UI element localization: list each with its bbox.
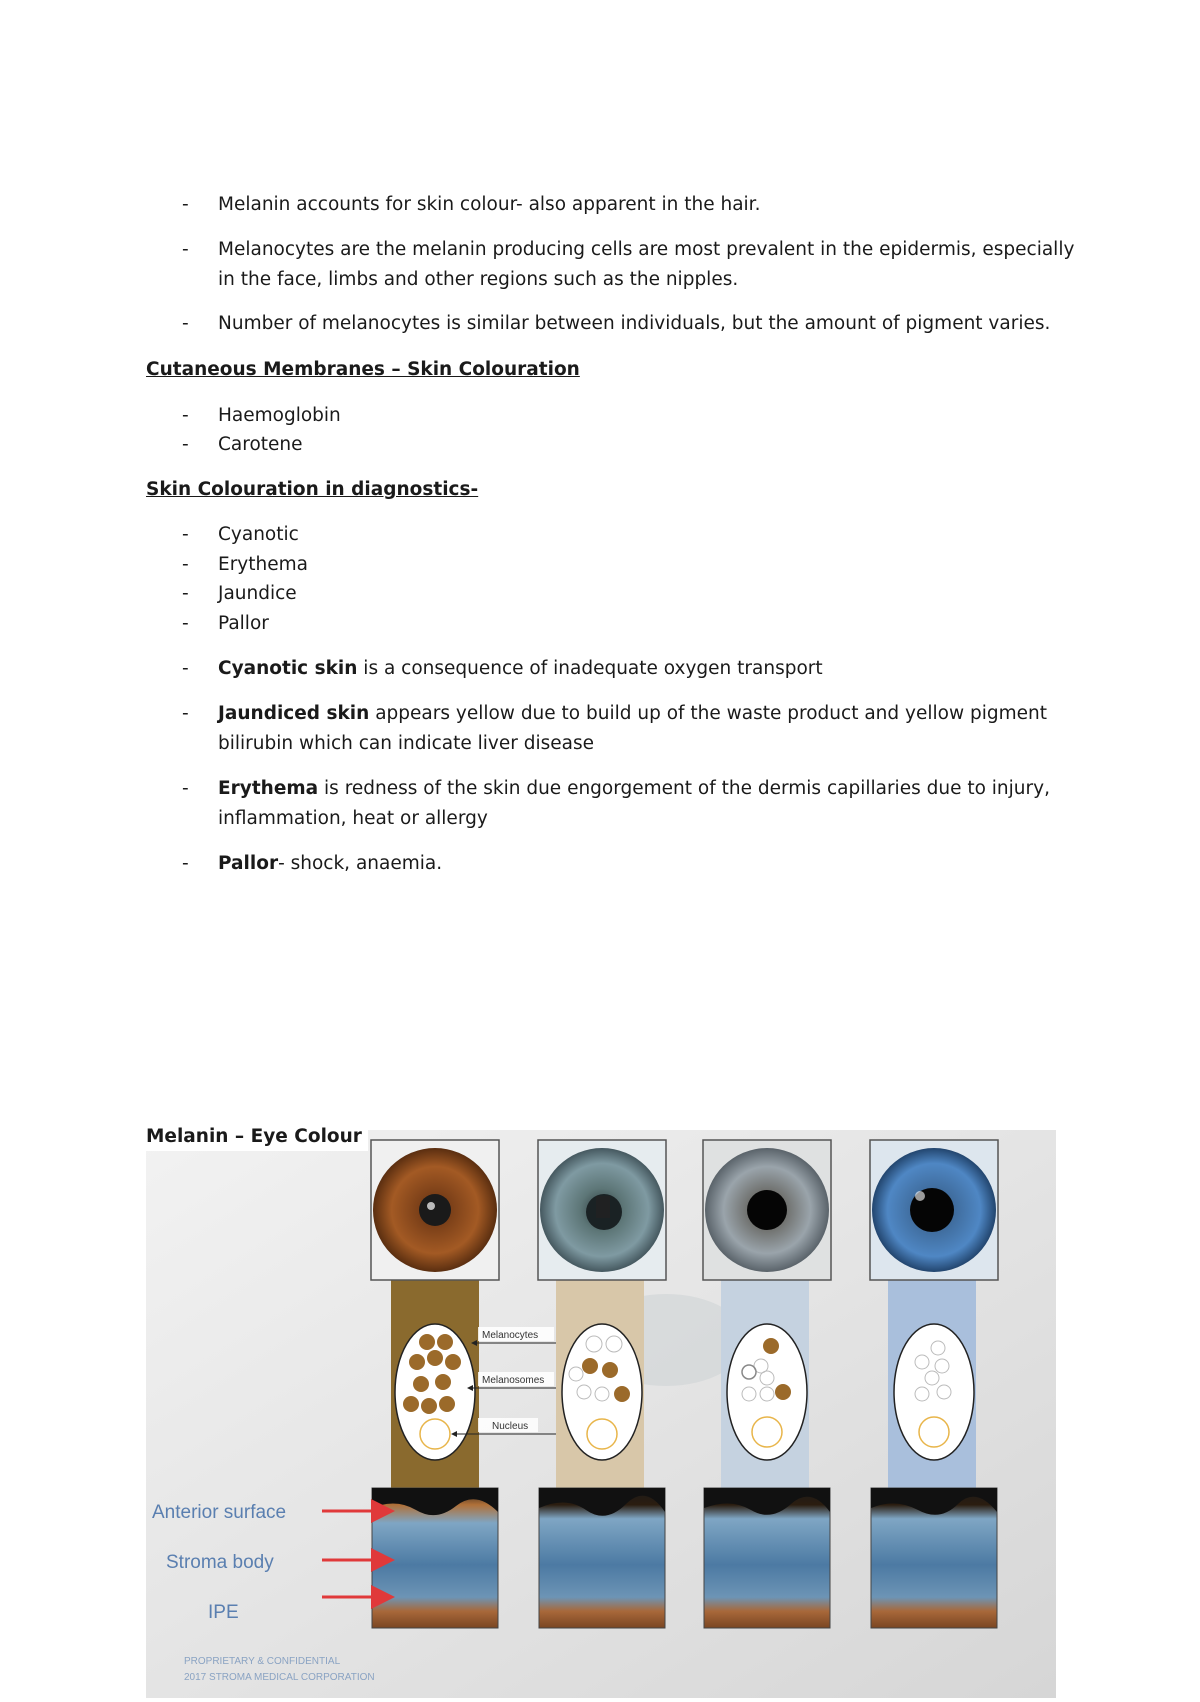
melanocyte-cell-brown: [395, 1324, 475, 1460]
eye-photo-grey: [703, 1140, 831, 1280]
bullet-text: Number of melanocytes is similar between individuals, but the amount of pigment varies.: [218, 313, 1051, 334]
list-item: Haemoglobin: [218, 405, 341, 426]
label-melanosomes: Melanosomes: [482, 1375, 545, 1386]
bullet-dash: -: [182, 524, 189, 545]
term-pallor: Pallor: [218, 853, 279, 874]
detail-text: - shock, anaemia.: [278, 853, 443, 874]
bullet-text: Melanocytes are the melanin producing cells are most prevalent in the epidermis, especially: [218, 239, 1075, 260]
detail-text-continued: bilirubin which can indicate liver disease: [218, 733, 594, 754]
footer-copyright: 2017 STROMA MEDICAL CORPORATION: [184, 1672, 375, 1683]
detail-erythema: [218, 775, 1050, 803]
melanocyte-cell-blue: [894, 1324, 974, 1460]
list-item: Pallor: [218, 613, 269, 634]
bullet-text-continued: in the face, limbs and other regions such as the nipples.: [218, 269, 739, 290]
bullet-dash: -: [182, 703, 189, 724]
list-item: Jaundice: [218, 583, 297, 604]
eye-colour-figure: [146, 1130, 1056, 1698]
eye-photo-blue: [870, 1140, 998, 1280]
term-jaundiced: Jaundiced skin: [218, 703, 370, 724]
detail-text: is a consequence of inadequate oxygen transport: [357, 658, 823, 679]
label-stroma-body: Stroma body: [166, 1552, 274, 1573]
detail-text-continued: inflammation, heat or allergy: [218, 808, 488, 829]
footer-proprietary: PROPRIETARY & CONFIDENTIAL: [184, 1656, 341, 1667]
bullet-dash: -: [182, 313, 189, 334]
bullet-text: Melanin accounts for skin colour- also apparent in the hair.: [218, 194, 761, 215]
bullet-dash: -: [182, 554, 189, 575]
section-heading-skin-colouration: Cutaneous Membranes – Skin Colouration: [146, 359, 580, 380]
bullet-dash: -: [182, 658, 189, 679]
tissue-section-light-blue: [704, 1488, 830, 1628]
label-ipe: IPE: [208, 1602, 239, 1623]
term-erythema: Erythema: [218, 778, 319, 799]
bullet-dash: -: [182, 194, 189, 215]
section-heading-diagnostics: Skin Colouration in diagnostics-: [146, 479, 479, 500]
bullet-dash: -: [182, 434, 189, 455]
melanocyte-cell-tan: [562, 1324, 642, 1460]
detail-pallor: [218, 850, 442, 878]
tissue-section-tan: [539, 1488, 665, 1628]
bullet-dash: -: [182, 583, 189, 604]
bullet-dash: -: [182, 239, 189, 260]
bullet-dash: -: [182, 613, 189, 634]
tissue-section-brown: [372, 1488, 498, 1628]
eye-photo-brown: [371, 1140, 499, 1280]
list-item: Carotene: [218, 434, 303, 455]
melanocyte-cell-light-blue: [727, 1324, 807, 1460]
detail-text: is redness of the skin due engorgement of the dermis capillaries due to injury,: [318, 778, 1050, 799]
detail-jaundiced: [218, 700, 1047, 728]
eye-colour-diagram: [146, 1130, 1056, 1698]
term-cyanotic: Cyanotic skin: [218, 658, 358, 679]
detail-text: appears yellow due to build up of the waste product and yellow pigment: [369, 703, 1047, 724]
label-melanocytes: Melanocytes: [482, 1330, 539, 1341]
figure-title: Melanin – Eye Colour: [146, 1123, 368, 1151]
list-item: Cyanotic: [218, 524, 299, 545]
label-anterior-surface: Anterior surface: [152, 1502, 287, 1523]
bullet-dash: -: [182, 853, 189, 874]
label-nucleus: Nucleus: [492, 1421, 529, 1432]
detail-cyanotic: [218, 655, 823, 683]
tissue-section-blue: [871, 1488, 997, 1628]
eye-photo-green: [538, 1140, 666, 1280]
bullet-dash: -: [182, 778, 189, 799]
bullet-dash: -: [182, 405, 189, 426]
list-item: Erythema: [218, 554, 308, 575]
